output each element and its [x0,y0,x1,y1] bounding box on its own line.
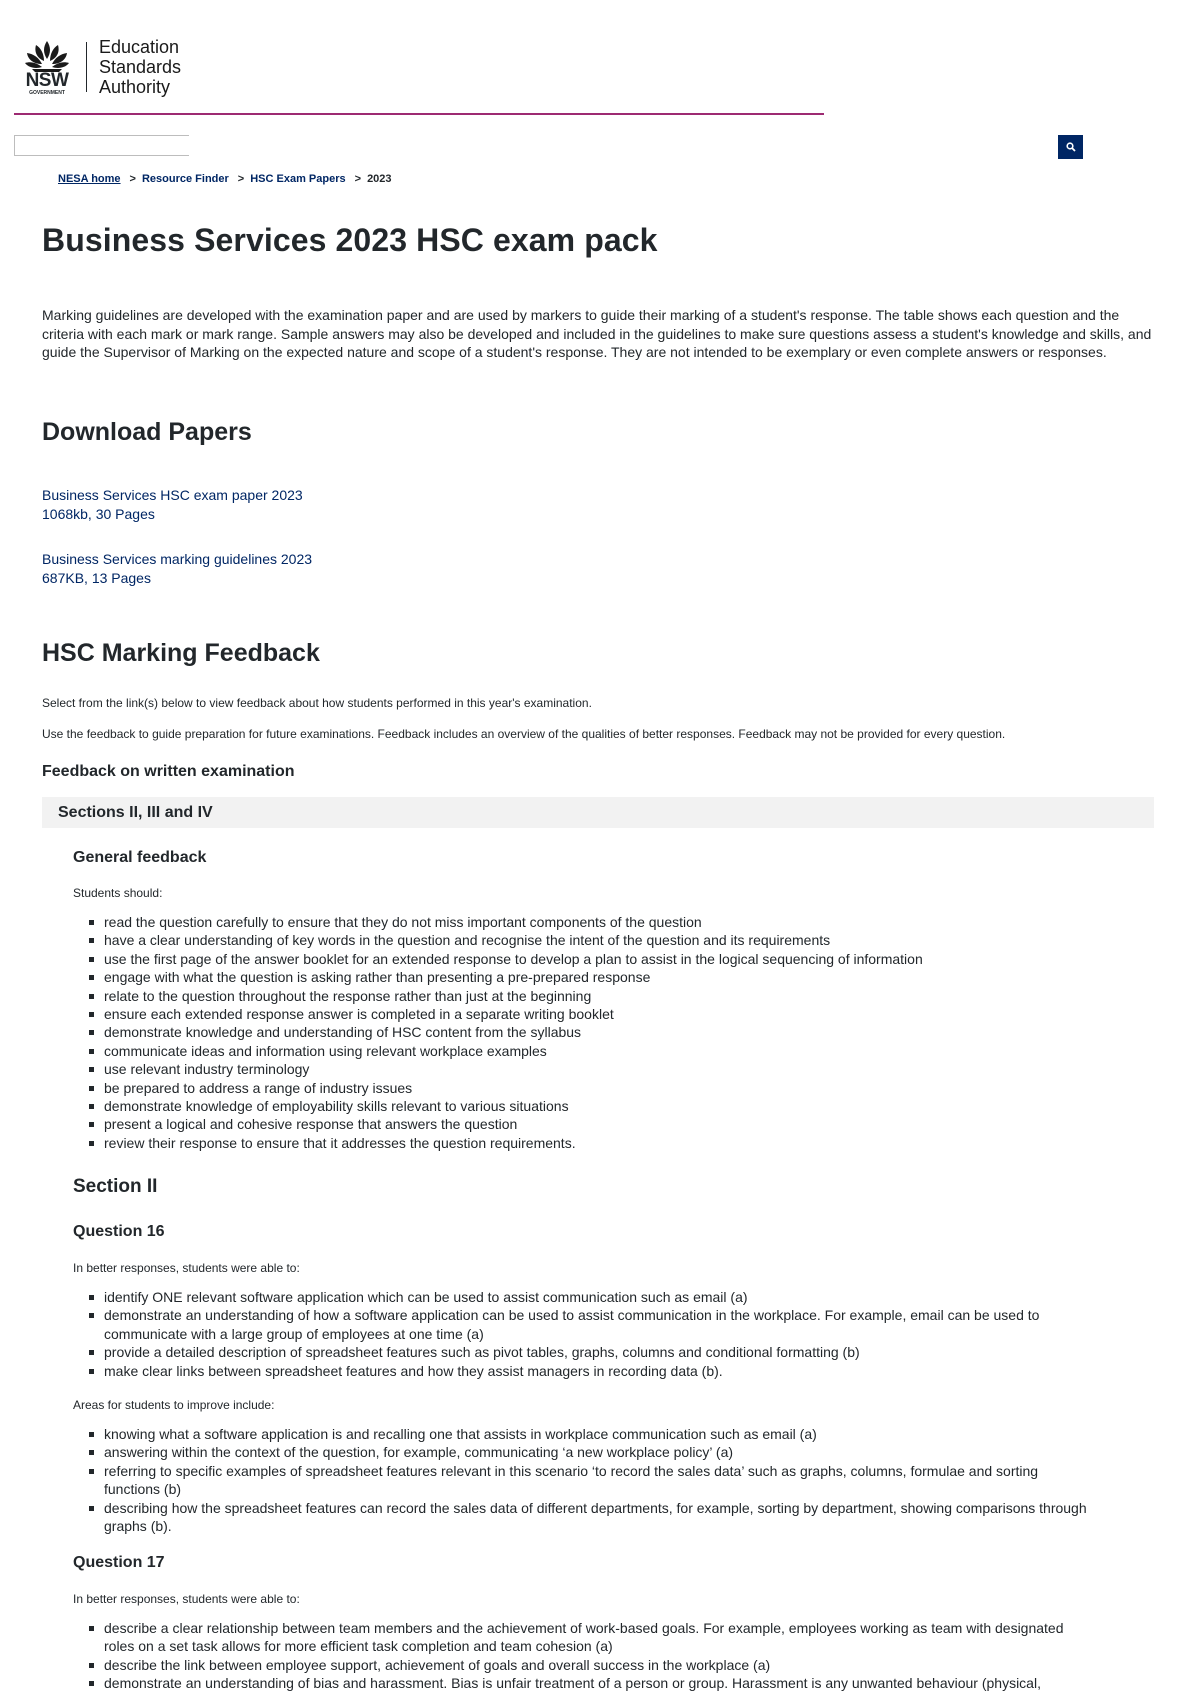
list-item: relate to the question throughout the response rather than just at the beginning [73,987,1093,1005]
nesa-logo[interactable] [22,37,181,97]
search-button[interactable] [1058,135,1083,159]
breadcrumb-separator: > [237,173,245,185]
list-item: demonstrate knowledge of employability skills relevant to various situations [73,1097,1093,1115]
q16-improve-intro: Areas for students to improve include: [73,1398,275,1412]
search-icon [1066,142,1076,152]
list-item: have a clear understanding of key words in the question and recognise the intent of the question and its requirements [73,931,1093,949]
download-papers-heading: Download Papers [42,418,252,446]
authority-line-2: Standards [99,57,182,77]
nsw-wordmark [22,71,72,96]
list-item: demonstrate knowledge and understanding of HSC content from the syllabus [73,1023,1093,1041]
authority-name [99,37,181,97]
breadcrumb-current: 2023 [367,173,392,185]
authority-line-1: Education [99,37,180,57]
students-should-label: Students should: [73,886,163,900]
breadcrumb-resource-finder[interactable]: Resource Finder [141,173,229,185]
list-item: review their response to ensure that it addresses the question requirements. [73,1134,1093,1152]
list-item: read the question carefully to ensure that they do not miss important components of the question [73,913,1093,931]
section-ii-heading: Section II [73,1176,158,1197]
download-item [42,486,303,523]
logo-divider [86,42,87,92]
q17-better-list [73,1619,1093,1693]
general-feedback-list [73,913,1093,1152]
breadcrumb [58,173,392,185]
list-item: demonstrate an understanding of how a software application can be used to assist communication in the workplace. For example, email can be used to communicate with a large group of employees at one time (a) [73,1306,1093,1343]
list-item: engage with what the question is asking rather than presenting a pre-prepared response [73,968,1093,986]
header-rule [14,113,824,115]
list-item: provide a detailed description of spreadsheet features such as pivot tables, graphs, columns and conditional formatting (b) [73,1343,1093,1361]
breadcrumb-separator: > [354,173,362,185]
list-item: present a logical and cohesive response that answers the question [73,1115,1093,1133]
search-input[interactable] [14,135,189,156]
q16-better-intro: In better responses, students were able to: [73,1261,300,1275]
exam-paper-link[interactable]: Business Services HSC exam paper 2023 [42,487,303,503]
nsw-text: NSW [25,70,69,91]
list-item: make clear links between spreadsheet features and how they assist managers in recording data (b). [73,1362,1093,1380]
page-title: Business Services 2023 HSC exam pack [42,222,658,258]
breadcrumb-separator: > [129,173,136,185]
list-item: referring to specific examples of spreadsheet features relevant in this scenario ‘to record the sales data’ such as graphs, columns, formulae and sorting functions (b) [73,1462,1093,1499]
list-item: be prepared to address a range of industry issues [73,1079,1093,1097]
written-exam-heading: Feedback on written examination [42,763,295,780]
question-17-heading: Question 17 [73,1554,165,1571]
list-item: use relevant industry terminology [73,1060,1093,1078]
list-item: describing how the spreadsheet features can record the sales data of different departments, for example, sorting by department, showing comparisons through graphs (b). [73,1499,1093,1536]
accordion-title: Sections II, III and IV [58,804,213,821]
download-item [42,550,312,587]
feedback-intro-1: Select from the link(s) below to view feedback about how students performed in this year's examination. [42,696,592,710]
list-item: answering within the context of the question, for example, communicating ‘a new workplace policy’ (a) [73,1443,1093,1461]
list-item: demonstrate an understanding of bias and harassment. Bias is unfair treatment of a person or group. Harassment is any unwanted behaviour (physical, [73,1674,1093,1692]
feedback-intro-2: Use the feedback to guide preparation for future examinations. Feedback includes an overview of the qualities of better responses. Feedback may not be provided for every question. [42,727,1006,741]
list-item: knowing what a software application is and recalling one that assists in workplace communication such as email (a) [73,1425,1093,1443]
intro-paragraph: Marking guidelines are developed with the examination paper and are used by markers to guide their marking of a student's response. The table shows each question and the criteria with each mark or mark range. Sample answers may also be developed and included in the guidelines to make sure questions assess a student's knowledge and skills, and guide the Supervisor of Marking on the expected nature and scope of a student's response. They are not intended to be exemplary or even complete answers or responses. [42,307,1152,360]
list-item: communicate ideas and information using relevant workplace examples [73,1042,1093,1060]
authority-line-3: Authority [99,77,171,97]
question-16-heading: Question 16 [73,1223,165,1240]
list-item: describe the link between employee support, achievement of goals and overall success in the workplace (a) [73,1656,1093,1674]
list-item: identify ONE relevant software application which can be used to assist communication such as email (a) [73,1288,1093,1306]
list-item: ensure each extended response answer is completed in a separate writing booklet [73,1005,1093,1023]
breadcrumb-nesa-home[interactable]: NESA home [58,173,121,185]
marking-feedback-heading: HSC Marking Feedback [42,639,320,667]
q16-better-list [73,1288,1093,1380]
marking-guidelines-link[interactable]: Business Services marking guidelines 2023 [42,551,313,567]
q16-improve-list [73,1425,1093,1535]
list-item: describe a clear relationship between team members and the achievement of work-based goals. For example, employees working as team with designated roles on a set task allows for more efficient task completion and team cohesion (a) [73,1619,1093,1656]
accordion-sections-ii-iii-iv[interactable] [42,797,1154,828]
q17-better-intro: In better responses, students were able to: [73,1592,300,1606]
list-item: use the first page of the answer booklet for an extended response to develop a plan to assist in the logical sequencing of information [73,950,1093,968]
exam-paper-meta: 1068kb, 30 Pages [42,505,155,522]
general-feedback-heading: General feedback [73,849,207,866]
marking-guidelines-meta: 687KB, 13 Pages [42,569,151,586]
government-text: GOVERNMENT [29,90,65,96]
breadcrumb-hsc-exam-papers[interactable]: HSC Exam Papers [250,173,346,185]
